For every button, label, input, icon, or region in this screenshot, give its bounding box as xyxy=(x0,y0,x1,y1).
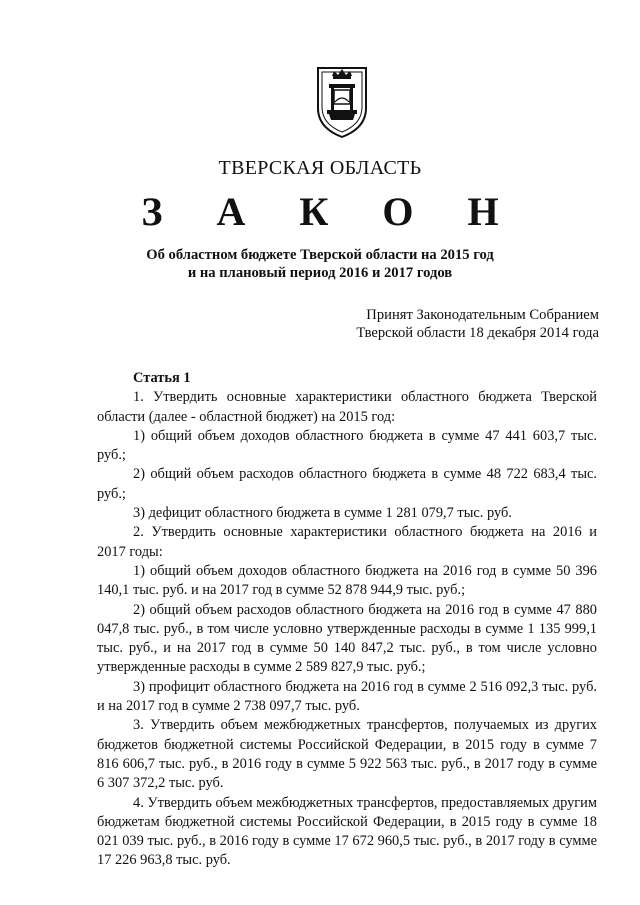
law-subject-line: Об областном бюджете Тверской области на 2015 год xyxy=(146,247,494,263)
paragraph: 1) общий объем доходов областного бюджета в сумме 47 441 603,7 тыс. руб.; xyxy=(97,427,597,464)
law-body xyxy=(97,369,597,871)
paragraph: 3. Утвердить объем межбюджетных трансфертов, получаемых из других бюджетов бюджетной системы Российской Федерации, в 2015 году в сумме 7 816 606,7 тыс. руб., в 2016 году в сумме 5 922 563 тыс. руб., в 2017 году в сумме 6 307 372,2 тыс. руб. xyxy=(97,717,597,792)
adoption-line: Принят Законодательным Собранием xyxy=(366,307,599,323)
region-name: ТВЕРСКАЯ ОБЛАСТЬ xyxy=(218,157,422,179)
paragraph: 1) общий объем доходов областного бюджета на 2016 год в сумме 50 396 140,1 тыс. руб. и на 2017 год в сумме 52 878 944,9 тыс. руб.; xyxy=(97,562,597,599)
paragraph: 2) общий объем расходов областного бюджета в сумме 48 722 683,4 тыс. руб.; xyxy=(97,466,597,502)
adoption-note xyxy=(299,306,599,342)
paragraph: 2. Утвердить основные характеристики областного бюджета на 2016 и 2017 годы: xyxy=(97,524,597,560)
paragraph: 1. Утвердить основные характеристики областного бюджета Тверской области (далее - областной бюджет) на 2015 год: xyxy=(97,389,597,425)
paragraph: 3) профицит областного бюджета на 2016 год в сумме 2 516 092,3 тыс. руб. и на 2017 год в сумме 2 738 097,7 тыс. руб. xyxy=(97,678,597,715)
article-heading: Статья 1 xyxy=(133,370,191,386)
law-subject xyxy=(0,247,640,282)
paragraph: 2) общий объем расходов областного бюджета на 2016 год в сумме 47 880 047,8 тыс. руб., в том числе условно утвержденные расходы в сумме 1 135 999,1 тыс. руб., и на 2017 год в сумме 50 140 847,2 тыс. руб., в том числе условно утвержденные расходы в сумме 2 589 827,9 тыс. руб.; xyxy=(97,601,597,676)
law-title: З А К О Н xyxy=(141,189,521,234)
adoption-line: Тверской области 18 декабря 2014 года xyxy=(356,325,599,341)
paragraph: 4. Утвердить объем межбюджетных трансфертов, предоставляемых другим бюджетам бюджетной системы Российской Федерации, в 2015 году в сумме 18 021 039 тыс. руб., в 2016 году в сумме 17 672 960,5 тыс. руб., в 2017 году в сумме 17 226 963,8 тыс. руб. xyxy=(97,794,597,869)
paragraph: 3) дефицит областного бюджета в сумме 1 281 079,7 тыс. руб. xyxy=(133,505,512,522)
tver-coat-of-arms-icon xyxy=(315,62,369,140)
law-subject-line: и на плановый период 2016 и 2017 годов xyxy=(187,264,453,281)
